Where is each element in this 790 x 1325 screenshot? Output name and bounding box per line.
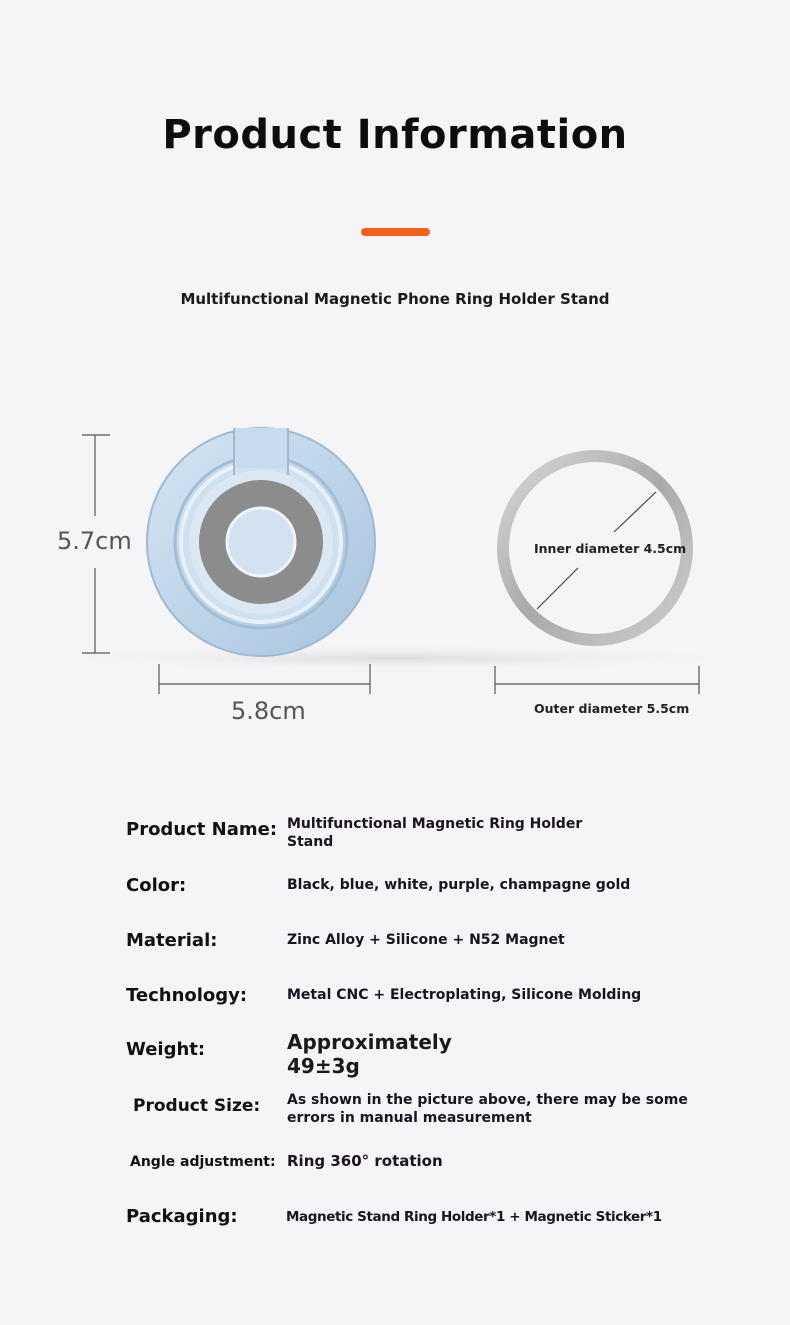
width-dimension-label: 5.8cm	[231, 697, 306, 725]
accent-divider	[361, 228, 430, 236]
spec-label-angle-adjustment: Angle adjustment:	[130, 1154, 276, 1170]
spec-value-product-size: As shown in the picture above, there may be some errors in manual measurement	[287, 1092, 688, 1126]
spec-label-color: Color:	[126, 875, 187, 896]
spec-label-weight: Weight:	[126, 1039, 206, 1060]
spec-label-product-size: Product Size:	[133, 1096, 261, 1116]
spec-label-packaging: Packaging:	[126, 1206, 238, 1227]
page-title: Product Information	[162, 112, 628, 158]
spec-label-technology: Technology:	[126, 985, 248, 1006]
spec-label-material: Material:	[126, 930, 218, 951]
spec-value-packaging: Magnetic Stand Ring Holder*1 + Magnetic Sticker*1	[286, 1209, 662, 1225]
spec-value-material: Zinc Alloy + Silicone + N52 Magnet	[287, 932, 565, 948]
spec-value-angle-adjustment: Ring 360° rotation	[287, 1152, 443, 1170]
spec-value-color: Black, blue, white, purple, champagne gold	[287, 877, 631, 893]
spec-value-technology: Metal CNC + Electroplating, Silicone Molding	[287, 987, 642, 1003]
product-dimension-figure	[0, 400, 790, 720]
ring-holder-illustration	[147, 428, 375, 656]
product-subtitle: Multifunctional Magnetic Phone Ring Holder Stand	[180, 290, 610, 308]
spec-value-weight: Approximately 49±3g	[287, 1030, 452, 1078]
floor-shadow	[35, 644, 755, 672]
spec-label-product-name: Product Name:	[126, 819, 278, 840]
outer-diameter-label: Outer diameter 5.5cm	[534, 701, 690, 716]
spec-value-product-name: Multifunctional Magnetic Ring Holder Stand	[287, 816, 583, 850]
inner-diameter-label: Inner diameter 4.5cm	[534, 541, 687, 556]
height-dimension-label: 5.7cm	[57, 527, 132, 555]
